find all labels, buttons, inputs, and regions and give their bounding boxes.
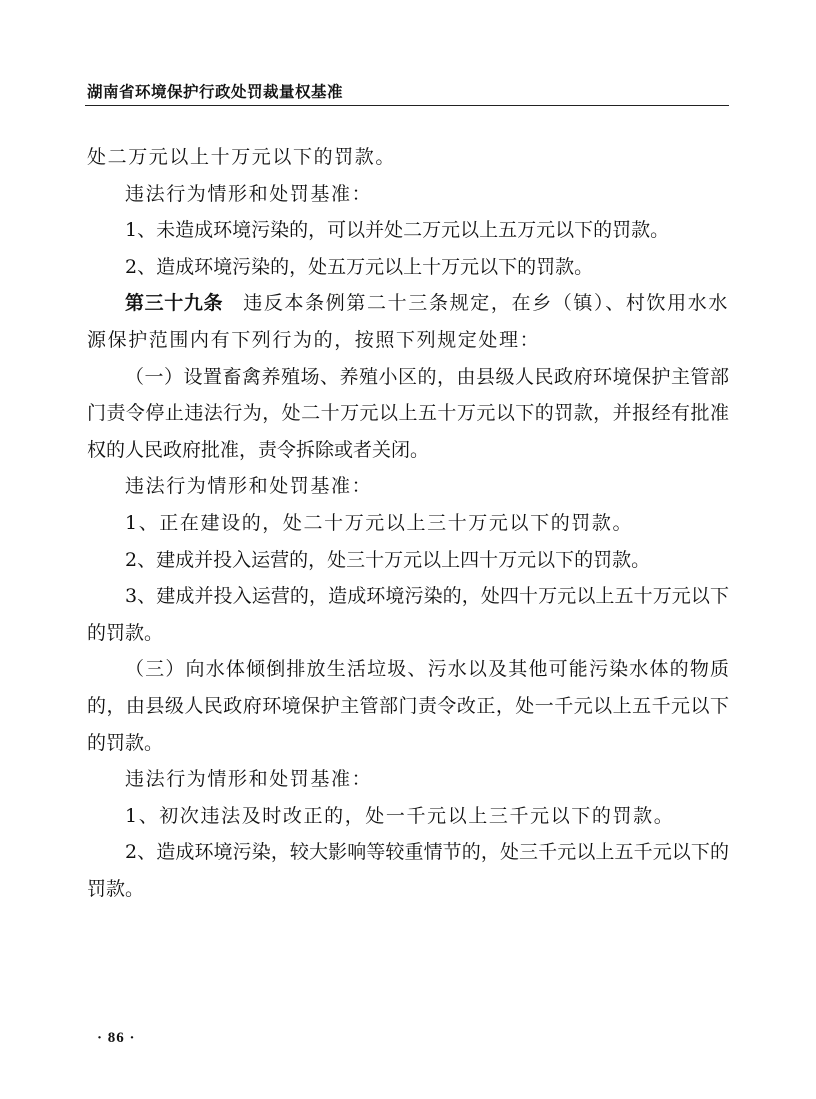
penalty-criteria-heading: 违法行为情形和处罚基准： xyxy=(125,475,373,498)
penalty-item: 2、建成并投入运营的，处三十万元以上四十万元以下的罚款。 xyxy=(125,548,651,571)
paragraph-continuation: 处二万元以上十万元以下的罚款。 xyxy=(87,146,397,168)
clause-paragraph: （三）向水体倾倒排放生活垃圾、污水以及其他可能污染水体的物质的，由县级人民政府环境保护主管部门责令改正，处一千元以上五千元以下的罚款。 xyxy=(87,658,729,754)
penalty-item: 1、正在建设的，处二十万元以上三十万元以下的罚款。 xyxy=(125,511,634,534)
header-divider xyxy=(85,105,729,106)
penalty-item: 1、未造成环境污染的，可以并处二万元以上五万元以下的罚款。 xyxy=(125,219,670,242)
clause-paragraph: （一）设置畜禽养殖场、养殖小区的，由县级人民政府环境保护主管部门责令停止违法行为，处二十万元以上五十万元以下的罚款，并报经有批准权的人民政府批准，责令拆除或者关闭。 xyxy=(87,365,729,461)
penalty-item: 3、建成并投入运营的，造成环境污染的，处四十万元以上五十万元以下的罚款。 xyxy=(87,585,729,644)
article-label: 第三十九条 xyxy=(125,292,224,315)
penalty-item: 1、初次违法及时改正的，处一千元以上三千元以下的罚款。 xyxy=(125,804,675,827)
document-body xyxy=(87,139,729,907)
article-text: 违反本条例第二十三条规定，在乡（镇）、村饮用水水源保护范围内有下列行为的，按照下列规定处理： xyxy=(87,292,729,351)
running-header-title: 湖南省环境保护行政处罚裁量权基准 xyxy=(87,83,344,101)
penalty-criteria-heading: 违法行为情形和处罚基准： xyxy=(125,768,373,791)
penalty-item: 2、造成环境污染，较大影响等较重情节的，处三千元以上五千元以下的罚款。 xyxy=(87,841,729,900)
article-39-paragraph xyxy=(87,285,729,358)
penalty-criteria-heading: 违法行为情形和处罚基准： xyxy=(125,182,373,205)
penalty-item: 2、造成环境污染的，处五万元以上十万元以下的罚款。 xyxy=(125,255,594,278)
page-number: · 86 · xyxy=(97,1030,136,1046)
